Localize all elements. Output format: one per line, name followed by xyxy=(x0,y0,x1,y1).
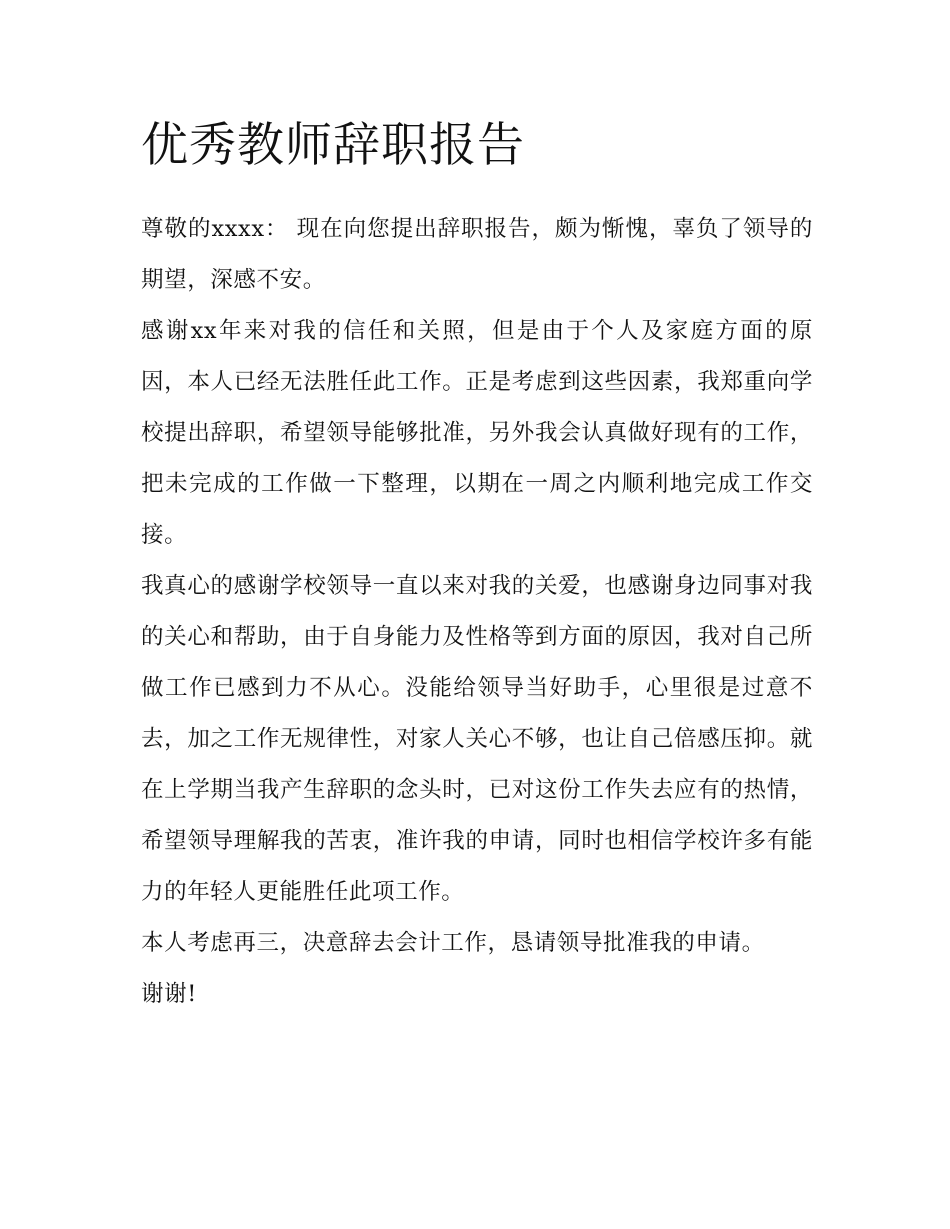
paragraph-greeting: 尊敬的xxxx： 现在向您提出辞职报告，颇为惭愧，辜负了领导的期望，深感不安。 xyxy=(141,216,813,293)
paragraph-reason: 感谢xx年来对我的信任和关照，但是由于个人及家庭方面的原因，本人已经无法胜任此工作。正是考虑到这些因素，我郑重向学校提出辞职，希望领导能够批准，另外我会认真做好现有的工作，把未完成的工作做一下整理，以期在一周之内顺利地完成工作交接。 xyxy=(141,318,813,548)
paragraph-gratitude: 我真心的感谢学校领导一直以来对我的关爱，也感谢身边同事对我的关心和帮助，由于自身能力及性格等到方面的原因，我对自己所做工作已感到力不从心。没能给领导当好助手，心里很是过意不去，加之工作无规律性，对家人关心不够，也让自己倍感压抑。就在上学期当我产生辞职的念头时，已对这份工作失去应有的热情，希望领导理解我的苦衷，准许我的申请，同时也相信学校许多有能力的年轻人更能胜任此项工作。 xyxy=(141,573,813,905)
paragraph-request: 本人考虑再三，决意辞去会计工作，恳请领导批准我的申请。 xyxy=(141,930,765,956)
paragraph-closing: 谢谢! xyxy=(141,981,197,1007)
document-title: 优秀教师辞职报告 xyxy=(141,118,525,173)
document-content xyxy=(141,113,813,1020)
document-body xyxy=(141,204,813,1020)
